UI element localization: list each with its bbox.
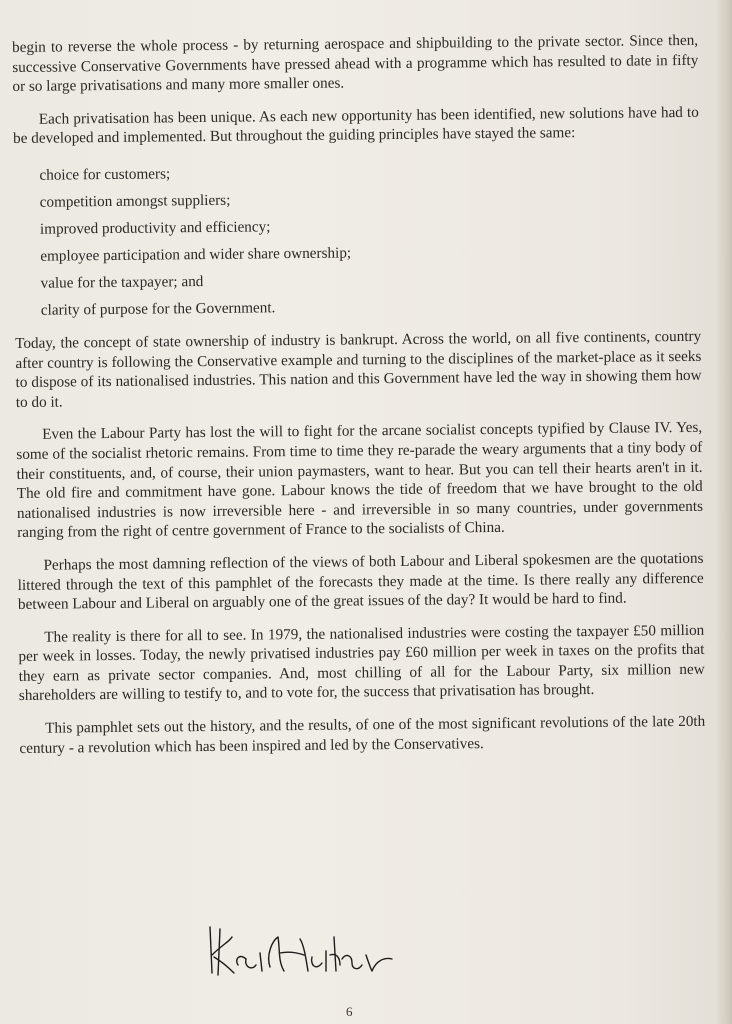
paragraph-2: Each privatisation has been unique. As each new opportunity has been identified, new solutions have had to be developed and implemented. But throughout the guiding principles have stayed the same: bbox=[12, 103, 699, 148]
paragraph-6: The reality is there for all to see. In 1979, the nationalised industries were costing the taxpayer £50 million per week in losses. Today, the newly privatised industries pay £60 million per week in taxes on the profits that they earn as private sector companies. And, most chilling of all for the Labour Party, six million new shareholders are willing to testify to, and to vote for, the success that privatisation has brought. bbox=[18, 621, 705, 705]
page-number: 6 bbox=[346, 1004, 353, 1019]
paragraph-5: Perhaps the most damning reflection of the views of both Labour and Liberal spokesmen are the quotations littered through the text of this pamphlet of the forecasts they made at the time. Is there really any difference between Labour and Liberal on arguably one of the great issues of the day? It would be hard to find. bbox=[17, 549, 704, 614]
paragraph-4: Even the Labour Party has lost the will to fight for the arcane socialist concepts typified by Clause IV. Yes, some of the socialist rhetoric remains. From time to time they re-parade the weary arguments that a tiny body of their constituents, and, of course, their union paymasters, want to hear. But you can tell their hearts aren't in it. The old fire and commitment have gone. Labour knows the tide of freedom that we have brought to the old nationalised industries is now irreversible here - and irreversible in so many countries, under governments ranging from the right of centre government of France to the socialists of China. bbox=[16, 419, 704, 542]
principle-item: choice for customers; bbox=[39, 165, 171, 184]
principle-item: competition amongst suppliers; bbox=[39, 191, 231, 211]
principle-item: improved productivity and efficiency; bbox=[39, 218, 271, 238]
principle-item: clarity of purpose for the Government. bbox=[40, 299, 276, 319]
principles-list bbox=[39, 155, 701, 324]
body-text bbox=[12, 31, 706, 771]
page-edge-shadow bbox=[714, 0, 732, 1024]
principle-item: value for the taxpayer; and bbox=[40, 272, 204, 292]
principle-item: employee participation and wider share ownership; bbox=[40, 244, 352, 265]
paragraph-7: This pamphlet sets out the history, and the results, of one of the most significant revolutions of the late 20th century - a revolution which has been inspired and led by the Conservatives. bbox=[19, 712, 706, 757]
paragraph-3: Today, the concept of state ownership of industry is bankrupt. Across the world, on all five continents, country after country is following the Conservative example and turning to the disciplines of the market-place as it seeks to dispose of its nationalised industries. This nation and this Government have led the way in showing them how to do it. bbox=[15, 327, 702, 411]
handwritten-signature bbox=[200, 915, 410, 985]
paragraph-1: begin to reverse the whole process - by returning aerospace and shipbuilding to the private sector. Since then, successive Conservative Governments have pressed ahead with a programme which has resulted to date in fifty or so large privatisations and many more smaller ones. bbox=[12, 31, 699, 96]
